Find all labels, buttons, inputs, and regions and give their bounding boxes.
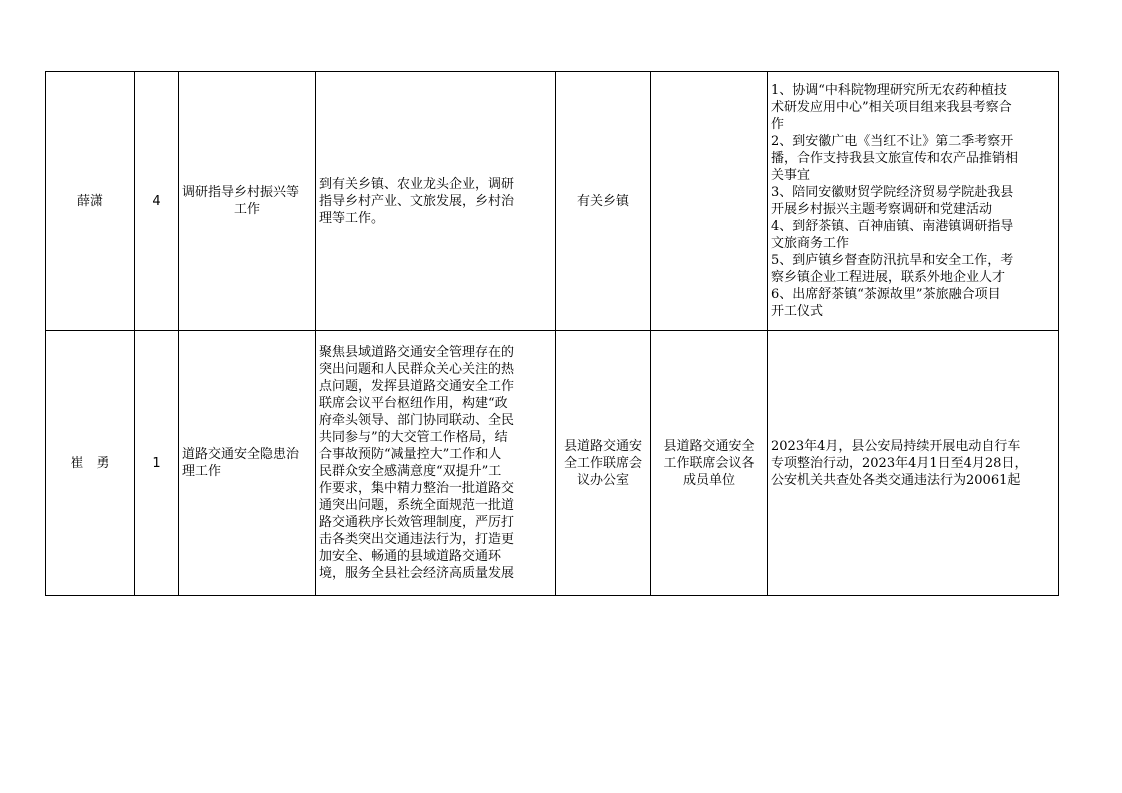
description-line: 击各类突出交通违法行为，打造更 [319,532,515,547]
description-line: 加安全、畅通的县域道路交通环 [319,549,502,564]
progress-line: 3、陪同安徽财贸学院经济贸易学院赴我县 [771,185,1014,200]
progress-line: 2023年4月，县公安局持续开展电动自行车 [771,438,1021,454]
description-line: 聚焦县域道路交通安全管理存在的 [319,345,515,360]
description-line: 合事故预防“减量控大”工作和人 [319,447,502,462]
description-line: 作要求，集中精力整治一批道路交 [319,481,515,496]
progress-line: 专项整治行动，2023年4月1日至4月28日， [771,455,1028,471]
progress-line: 文旅商务工作 [771,236,850,251]
description-line: 突出问题和人民群众关心关注的热 [319,362,515,377]
description-line: 通突出问题，系统全面规范一批道 [319,498,515,513]
description-line: 联席会议平台枢纽作用，构建“政 [319,396,508,411]
task-cell [179,72,316,331]
cooperating-unit-line: 工作联席会议各 [663,455,755,471]
leader-name-cell: 薛潇 [46,72,135,331]
progress-cell [768,331,1059,596]
description-line: 到有关乡镇、农业龙头企业，调研 [319,176,515,192]
progress-line: 6、出席舒茶镇“茶源故里”茶旅融合项目 [771,287,1001,302]
progress-line: 关事宜 [771,168,811,183]
lead-unit-line: 议办公室 [576,472,629,488]
progress-line: 术研发应用中心”相关项目组来我县考察合 [771,100,1012,115]
progress-line: 5、到庐镇乡督查防汛抗旱和安全工作，考 [771,253,1014,268]
lead-unit-cell [556,331,651,596]
lead-unit-cell [556,72,651,331]
lead-unit-line: 县道路交通安 [563,438,642,454]
description-line: 点问题，发挥县道路交通安全工作 [319,379,515,394]
progress-line: 开展乡村振兴主题考察调研和党建活动 [771,202,993,217]
description-line: 境，服务全县社会经济高质量发展 [319,566,515,581]
description-line: 指导乡村产业、文旅发展，乡村治 [319,193,515,209]
description-cell [316,72,556,331]
count-cell: 1 [135,331,179,596]
task-line: 道路交通安全隐患治 [182,447,300,462]
task-cell [179,331,316,596]
lead-unit-line: 有关乡镇 [576,193,629,209]
leader-name-cell: 崔 勇 [46,331,135,596]
progress-line: 开工仪式 [771,304,824,319]
table-row [46,72,1059,331]
task-line: 调研指导乡村振兴等 [182,185,300,200]
work-table [45,71,1059,596]
description-cell [316,331,556,596]
description-line: 民群众安全感满意度“双提升”工 [319,464,502,479]
cooperating-unit-line: 成员单位 [682,472,735,488]
task-line: 理工作 [182,464,222,479]
progress-line: 2、到安徽广电《当红不让》第二季考察开 [771,134,1014,149]
description-line: 府牵头领导、部门协同联动、全民 [319,413,515,428]
progress-line: 1、协调“中科院物理研究所无农药种植技 [771,83,1007,98]
cooperating-unit-cell [651,72,768,331]
cooperating-unit-cell [651,331,768,596]
progress-line: 公安机关共查处各类交通违法行为20061起 [771,472,1021,488]
cooperating-unit-line: 县道路交通安全 [663,438,755,454]
task-line: 工作 [233,202,260,217]
progress-line: 作 [771,117,785,132]
progress-line: 察乡镇企业工程进展，联系外地企业人才 [771,270,1006,285]
description-line: 路交通秩序长效管理制度，严厉打 [319,515,515,530]
progress-line: 播，合作支持我县文旅宣传和农产品推销相 [771,151,1019,166]
description-line: 理等工作。 [319,210,385,226]
table-row [46,331,1059,596]
progress-line: 4、到舒茶镇、百神庙镇、南港镇调研指导 [771,219,1014,234]
lead-unit-line: 全工作联席会 [563,455,642,471]
progress-cell [768,72,1059,331]
description-line: 共同参与”的大交管工作格局，结 [319,430,508,445]
count-cell: 4 [135,72,179,331]
